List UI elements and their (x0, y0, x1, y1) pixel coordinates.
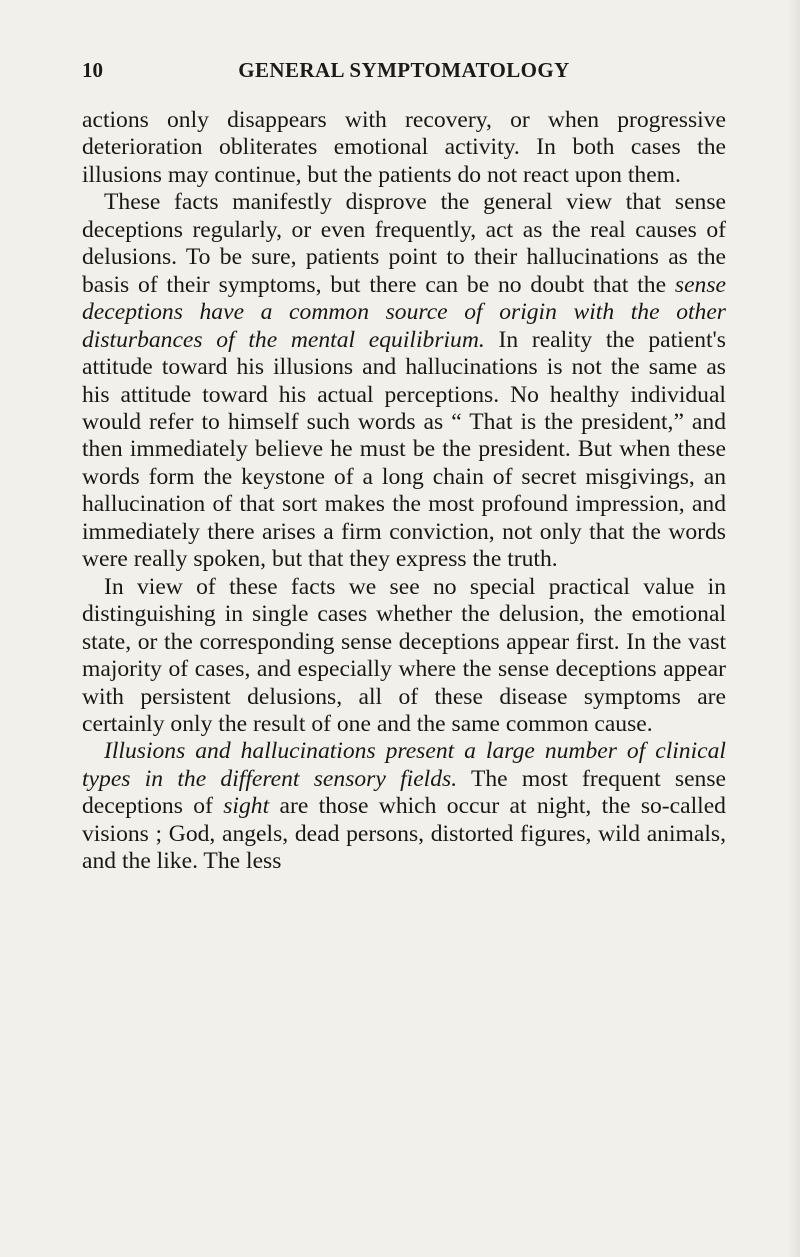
text-segment: In view of these facts we see no special practical value in distinguishing in single cases whether the delusion, the emotional state, or the corresponding sense deceptions appear first. In the vast majority of cases, and especially where the sense deceptions appear with persistent delusions, all of these disease symptoms are certainly only the result of one and the same common cause. (82, 573, 726, 737)
body-text (82, 107, 726, 876)
paragraph-2 (82, 189, 726, 573)
italic-text-segment: Illusions and hallucinations present a large number of clinical types in the different sensory fields. (82, 738, 726, 792)
page-number: 10 (82, 58, 103, 82)
page-edge-shadow (786, 0, 800, 1257)
page-header (82, 58, 726, 88)
italic-text-segment: sight (223, 793, 270, 820)
paragraph-4 (82, 738, 726, 875)
italic-text-segment: sense deceptions have a common source of origin with the other disturbances of the mental equilibrium. (82, 271, 726, 353)
paragraph-3 (82, 574, 726, 739)
text-segment: In reality the patient's attitude toward his illusions and hallucinations is not the same as his attitude toward his actual perceptions. No healthy individual would refer to himself such words as “ That is the president,” and then immediately believe he must be the president. But when these words form the keystone of a long chain of secret misgivings, an hallucination of that sort makes the most profound impression, and immediately there arises a firm conviction, not only that the words were really spoken, but that they express the truth. (82, 326, 726, 573)
text-segment: These facts manifestly disprove the general view that sense deceptions regularly, or even frequently, act as the real causes of delusions. To be sure, patients point to their hallucinations as the basis of their symptoms, but there can be no doubt that the (82, 189, 726, 298)
paragraph-1 (82, 107, 726, 189)
text-segment: actions only disappears with recovery, or when progressive deterioration obliterates emotional activity. In both cases the illusions may continue, but the patients do not react upon them. (82, 107, 726, 188)
text-segment: are those which occur at night, the so-called visions ; God, angels, dead persons, distorted figures, wild animals, and the like. The less (82, 793, 726, 875)
running-head: GENERAL SYMPTOMATOLOGY (238, 58, 570, 82)
text-segment: The most frequent sense deceptions of (82, 765, 726, 820)
